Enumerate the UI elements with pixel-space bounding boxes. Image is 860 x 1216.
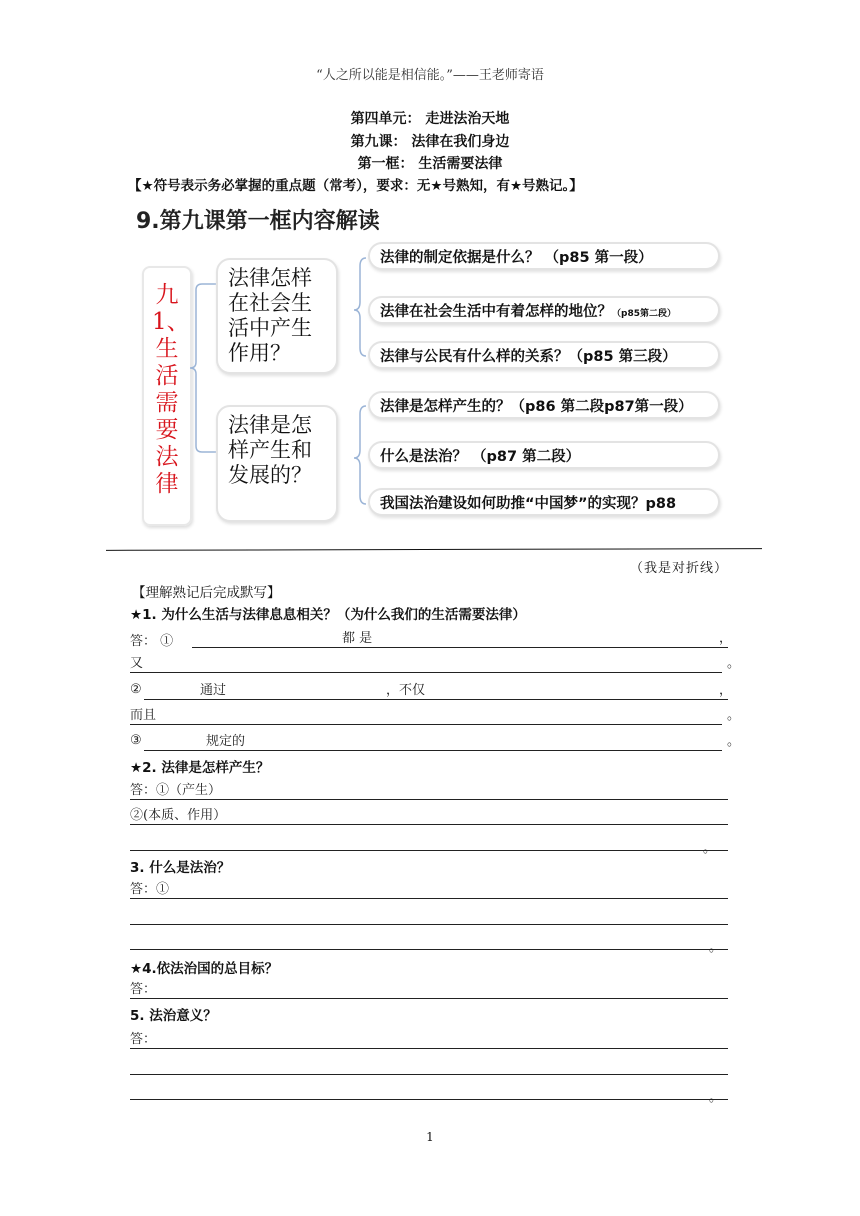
- fold-label: （我是对折线）: [630, 561, 729, 576]
- answer-line[interactable]: [144, 681, 732, 700]
- section-title: 【理解熟记后完成默写】: [132, 585, 281, 601]
- answer-fragment: 答：①: [130, 882, 170, 897]
- page-number: 1: [426, 1130, 434, 1144]
- frame-title: 第一框： 生活需要法律: [357, 156, 503, 172]
- answer-line[interactable]: [130, 706, 740, 725]
- answer-fragment: 。: [726, 708, 740, 723]
- answer-line[interactable]: [130, 931, 728, 955]
- answer-line[interactable]: [130, 806, 728, 825]
- diagram-item-text: 法律与公民有什么样的关系？（p85 第三段）: [380, 349, 677, 365]
- answer-line[interactable]: [130, 906, 728, 925]
- answer-line[interactable]: [130, 880, 728, 899]
- answer-fragment: ②(本质、作用）: [130, 808, 227, 823]
- motto-header: “人之所以能是相信能。”——王老师寄语: [316, 68, 544, 83]
- answer-prefix: ③: [130, 733, 142, 748]
- diagram-item: [368, 488, 720, 516]
- answer-fragment: 。: [702, 841, 716, 856]
- answer-fragment: 。: [726, 734, 740, 749]
- diagram-title: 9.第九课第一框内容解读: [136, 209, 380, 234]
- diagram-item: [368, 341, 720, 369]
- answer-fragment: ，: [718, 683, 732, 698]
- answer-line[interactable]: [130, 654, 740, 673]
- fold-line: [106, 548, 762, 551]
- answer-fragment: 通过: [200, 683, 227, 698]
- answer-fragment: 而且: [130, 708, 157, 723]
- answer-prefix: 答： ①: [130, 634, 174, 649]
- answer-line[interactable]: [130, 1030, 728, 1049]
- answer-line[interactable]: [130, 781, 728, 800]
- answer-fragment: ，: [718, 631, 732, 646]
- answer-fragment: 。: [708, 1090, 722, 1105]
- question-1: ★1. 为什么生活与法律息息相关？（为什么我们的生活需要法律）: [130, 607, 526, 623]
- diagram-root-box: [142, 266, 192, 526]
- diagram-item: [368, 441, 720, 469]
- answer-line[interactable]: [130, 1056, 728, 1075]
- branch-box-1: [216, 258, 338, 374]
- diagram-item-text: 我国法治建设如何助推“中国梦”的实现？p88: [380, 496, 677, 512]
- answer-line[interactable]: [192, 629, 732, 648]
- answer-fragment: 答：①（产生）: [130, 783, 222, 798]
- diagram-item-text: 法律在社会生活中有着怎样的地位？: [380, 304, 612, 320]
- question-4: ★4.依法治国的总目标？: [130, 961, 279, 977]
- answer-line[interactable]: [130, 832, 728, 856]
- answer-fragment: 答：: [130, 1032, 157, 1047]
- diagram-item: [368, 296, 720, 324]
- answer-fragment: 又: [130, 656, 144, 671]
- diagram-item-text: 法律的制定依据是什么？ （p85 第一段）: [380, 250, 653, 266]
- unit-title: 第四单元： 走进法治天地: [350, 111, 510, 127]
- question-3: 3. 什么是法治？: [130, 860, 231, 876]
- answer-prefix: ②: [130, 682, 142, 697]
- diagram-item: [368, 391, 720, 419]
- branch-label-2: 法律是怎样产生和发展的？: [228, 413, 312, 487]
- notice-text: 【★符号表示务必掌握的重点题（常考），要求：无★号熟知，有★号熟记。】: [128, 178, 583, 194]
- answer-line[interactable]: [130, 1081, 728, 1105]
- diagram-root-label: 九1、生活需要法律: [152, 282, 190, 497]
- branch-box-2: [216, 405, 338, 522]
- diagram-item-text: 法律是怎样产生的？（p86 第二段p87第一段）: [380, 399, 693, 415]
- lesson-title: 第九课： 法律在我们身边: [350, 134, 510, 150]
- diagram-item-text: 什么是法治？ （p87 第二段）: [380, 449, 581, 465]
- branch-label-1: 法律怎样在社会生活中产生作用？: [228, 266, 312, 365]
- question-2: ★2. 法律是怎样产生？: [130, 760, 270, 776]
- answer-fragment: 。: [726, 656, 740, 671]
- diagram-item: [368, 242, 720, 270]
- question-5: 5. 法治意义？: [130, 1008, 217, 1024]
- answer-fragment: 规定的: [206, 734, 246, 749]
- answer-fragment: ，不仅: [386, 683, 426, 698]
- answer-fragment: 都 是: [342, 631, 373, 646]
- answer-fragment: 答：: [130, 982, 157, 997]
- answer-fragment: 。: [708, 940, 722, 955]
- answer-line[interactable]: [130, 980, 728, 999]
- diagram-item-note: （p85第二段）: [612, 309, 676, 319]
- answer-line[interactable]: [144, 732, 740, 751]
